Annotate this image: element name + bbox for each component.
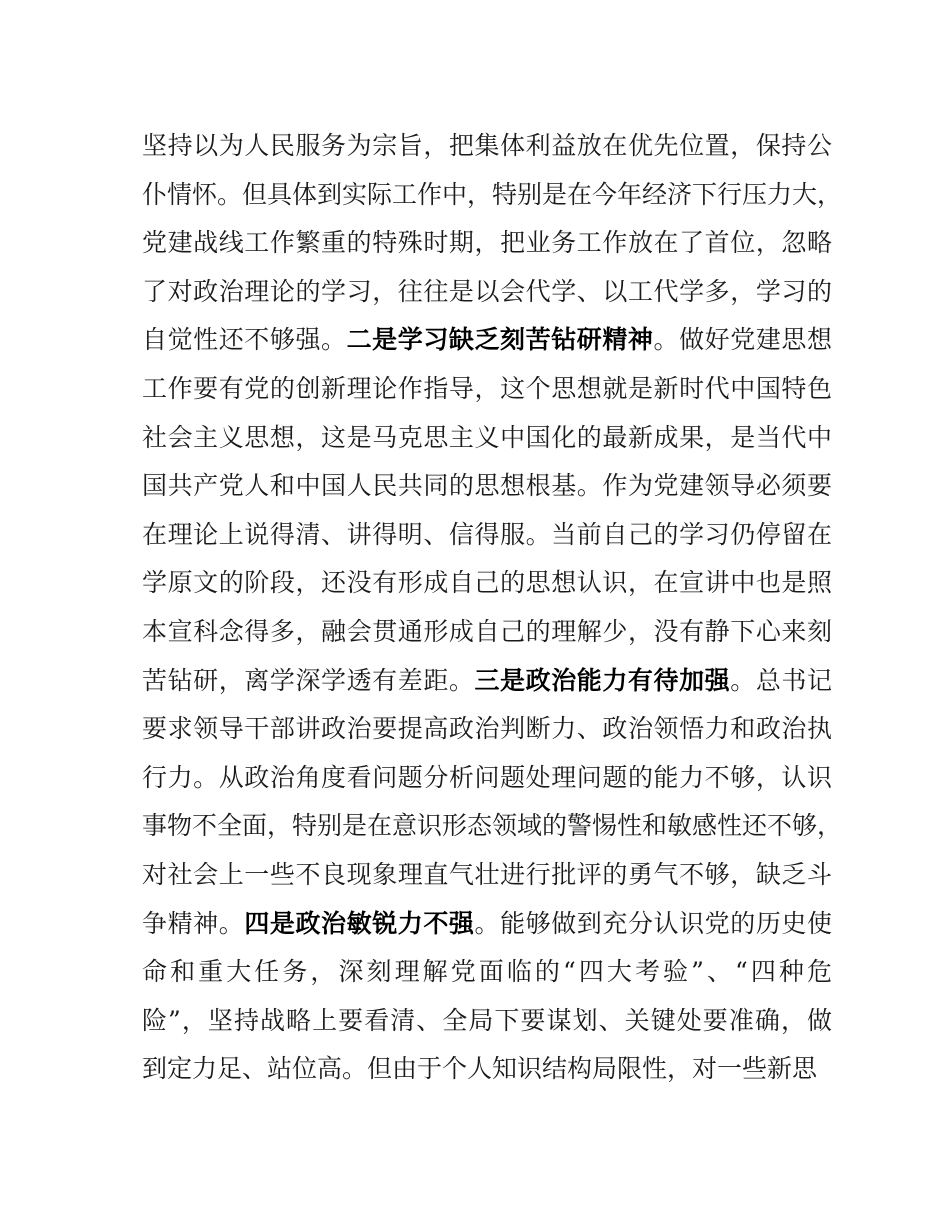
text-line (142, 705, 832, 754)
text-segment: 苦钻研，离学深学透有差距。 (142, 665, 475, 695)
text-line (142, 754, 832, 803)
text-segment: 党建战线工作繁重的特殊时期，把业务工作放在了首位，忽略 (142, 228, 832, 258)
text-segment: 对社会上一些不良现象理直气壮进行批评的勇气不够，缺乏斗 (142, 859, 832, 889)
text-line (142, 316, 832, 365)
text-line (142, 365, 832, 414)
text-line (142, 511, 832, 560)
text-line (142, 900, 832, 949)
text-line (142, 219, 832, 268)
text-segment: 本宣科念得多，融会贯通形成自己的理解少，没有静下心来刻 (142, 616, 832, 646)
text-segment: 命和重大任务，深刻理解党面临的“四大考验”、“四种危 (142, 957, 832, 987)
text-segment: 事物不全面，特别是在意识形态领域的警惕性和敏感性还不够， (142, 811, 843, 841)
body-paragraph (142, 122, 843, 1094)
bold-heading-phrase: 三是政治能力有待加强 (474, 665, 731, 695)
text-segment: 仆情怀。但具体到实际工作中，特别是在今年经济下行压力大， (142, 179, 843, 209)
text-line (142, 948, 832, 997)
bold-heading-phrase: 二是学习缺乏刻苦钻研精神 (346, 325, 654, 355)
text-segment: 自觉性还不够强。 (142, 325, 347, 355)
text-line (142, 268, 832, 317)
text-segment: 到定力足、站位高。但由于个人知识结构局限性，对一些新思 (142, 1054, 818, 1084)
text-line (142, 802, 843, 851)
text-line (142, 559, 832, 608)
text-segment: 了对政治理论的学习，往往是以会代学、以工代学多，学习的 (142, 276, 832, 306)
text-segment: 要求领导干部讲政治要提高政治判断力、政治领悟力和政治执 (142, 714, 832, 744)
text-segment: 。能够做到充分认识党的历史使 (474, 908, 832, 938)
text-segment: 学原文的阶段，还没有形成自己的思想认识，在宣讲中也是照 (142, 568, 832, 598)
text-line (142, 462, 832, 511)
text-segment: 坚持以为人民服务为宗旨，把集体利益放在优先位置，保持公 (142, 131, 832, 160)
text-line (142, 171, 843, 220)
text-line (142, 1045, 832, 1094)
text-segment: 在理论上说得清、讲得明、信得服。当前自己的学习仍停留在 (142, 519, 832, 549)
bold-heading-phrase: 四是政治敏锐力不强 (244, 908, 475, 938)
text-line (142, 122, 832, 171)
text-segment: 险”，坚持战略上要看清、全局下要谋划、关键处要准确，做 (142, 1005, 832, 1035)
text-line (142, 657, 832, 706)
text-line (142, 608, 832, 657)
text-segment: 争精神。 (142, 908, 245, 938)
text-segment: 国共产党人和中国人民共同的思想根基。作为党建领导必须要 (142, 471, 832, 501)
text-line (142, 414, 832, 463)
text-segment: 。总书记 (730, 665, 832, 695)
text-line (142, 997, 832, 1046)
text-line (142, 851, 832, 900)
text-segment: 社会主义思想，这是马克思主义中国化的最新成果，是当代中 (142, 422, 832, 452)
text-segment: 工作要有党的创新理论作指导，这个思想就是新时代中国特色 (142, 373, 832, 403)
text-segment: 。做好党建思想 (653, 325, 832, 355)
text-segment: 行力。从政治角度看问题分析问题处理问题的能力不够，认识 (142, 762, 832, 792)
